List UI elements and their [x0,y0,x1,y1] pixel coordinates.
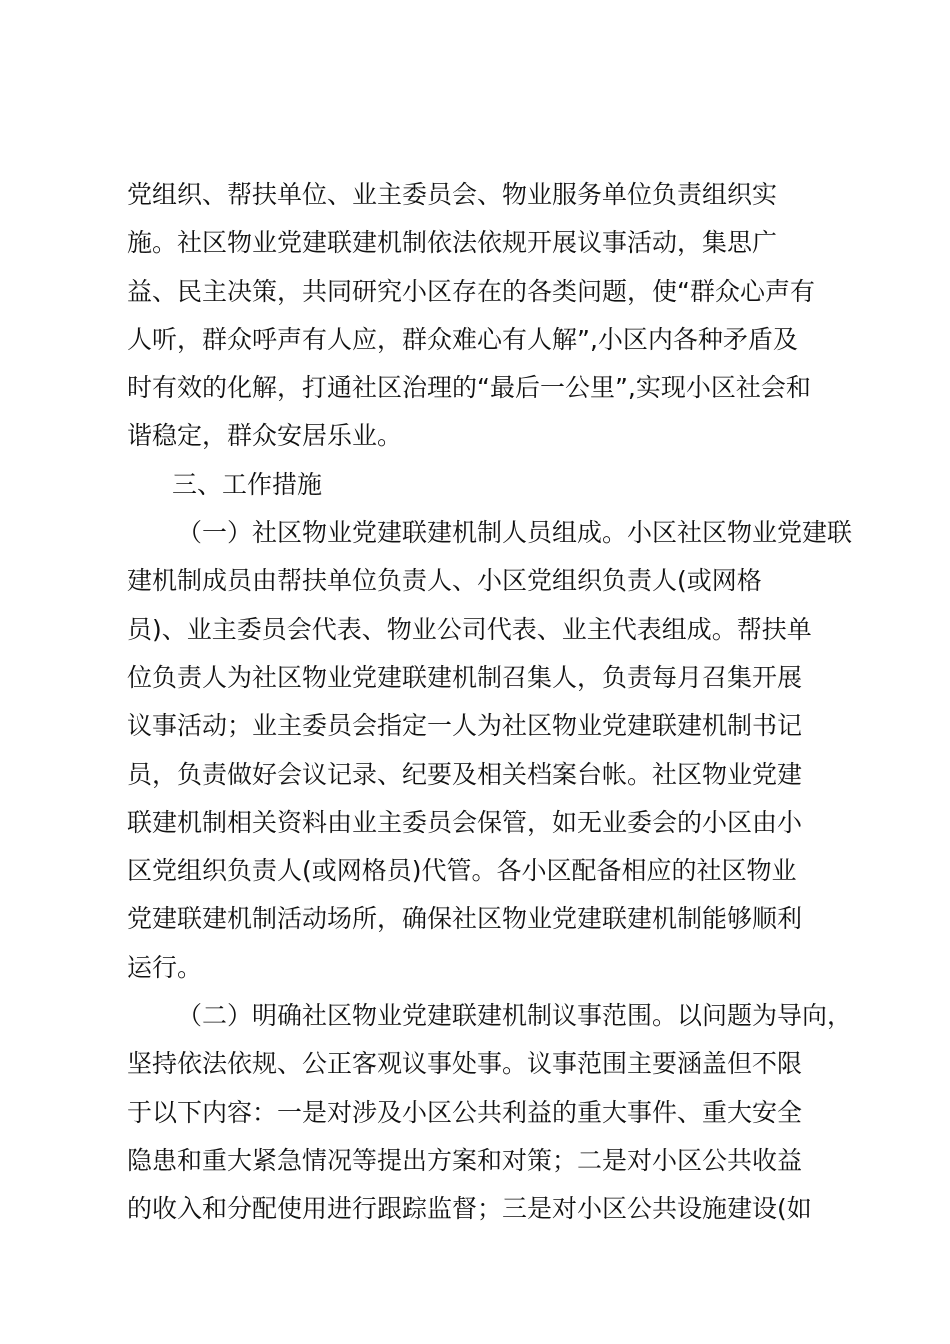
text-line: 运行。 [127,952,203,982]
text-line: 区党组织负责人(或网格员)代管。各小区配备相应的社区物业 [127,856,797,886]
paragraph-start-line: （一）社区物业党建联建机制人员组成。小区社区物业党建联 [177,518,853,548]
text-line: 联建机制相关资料由业主委员会保管，如无业委会的小区由小 [127,807,803,837]
text-line: 益、民主决策，共同研究小区存在的各类问题，使“群众心声有 [127,276,815,306]
text-line: 党组织、帮扶单位、业主委员会、物业服务单位负责组织实 [127,180,778,209]
text-line: 员，负责做好会议记录、纪要及相关档案台帐。社区物业党建 [127,759,803,789]
text-line: 隐患和重大紧急情况等提出方案和对策；二是对小区公共收益 [127,1145,803,1175]
text-line: 位负责人为社区物业党建联建机制召集人，负责每月召集开展 [127,662,803,692]
text-line: 时有效的化解，打通社区治理的“最后一公里”,实现小区社会和 [127,373,811,403]
text-line: 员)、业主委员会代表、物业公司代表、业主代表组成。帮扶单 [127,614,812,644]
section-heading: 三、工作措施 [172,469,323,499]
text-line: 的收入和分配使用进行跟踪监督；三是对小区公共设施建设(如 [127,1194,812,1224]
text-line: 坚持依法依规、公正客观议事处事。议事范围主要涵盖但不限 [127,1049,803,1079]
text-line: 谐稳定，群众安居乐业。 [127,421,403,451]
text-line: 建机制成员由帮扶单位负责人、小区党组织负责人(或网格 [127,566,762,596]
text-line: 于以下内容：一是对涉及小区公共利益的重大事件、重大安全 [127,1097,803,1127]
text-line: 人听，群众呼声有人应，群众难心有人解”,小区内各种矛盾及 [127,324,798,354]
text-line: 党建联建机制活动场所，确保社区物业党建联建机制能够顺利 [127,904,803,934]
text-line: 施。社区物业党建联建机制依法依规开展议事活动，集思广 [127,228,778,258]
paragraph-start-line: （二）明确社区物业党建联建机制议事范围。以问题为导向， [177,1001,853,1031]
body-text [127,171,853,1234]
text-line: 议事活动；业主委员会指定一人为社区物业党建联建机制书记 [127,711,803,741]
